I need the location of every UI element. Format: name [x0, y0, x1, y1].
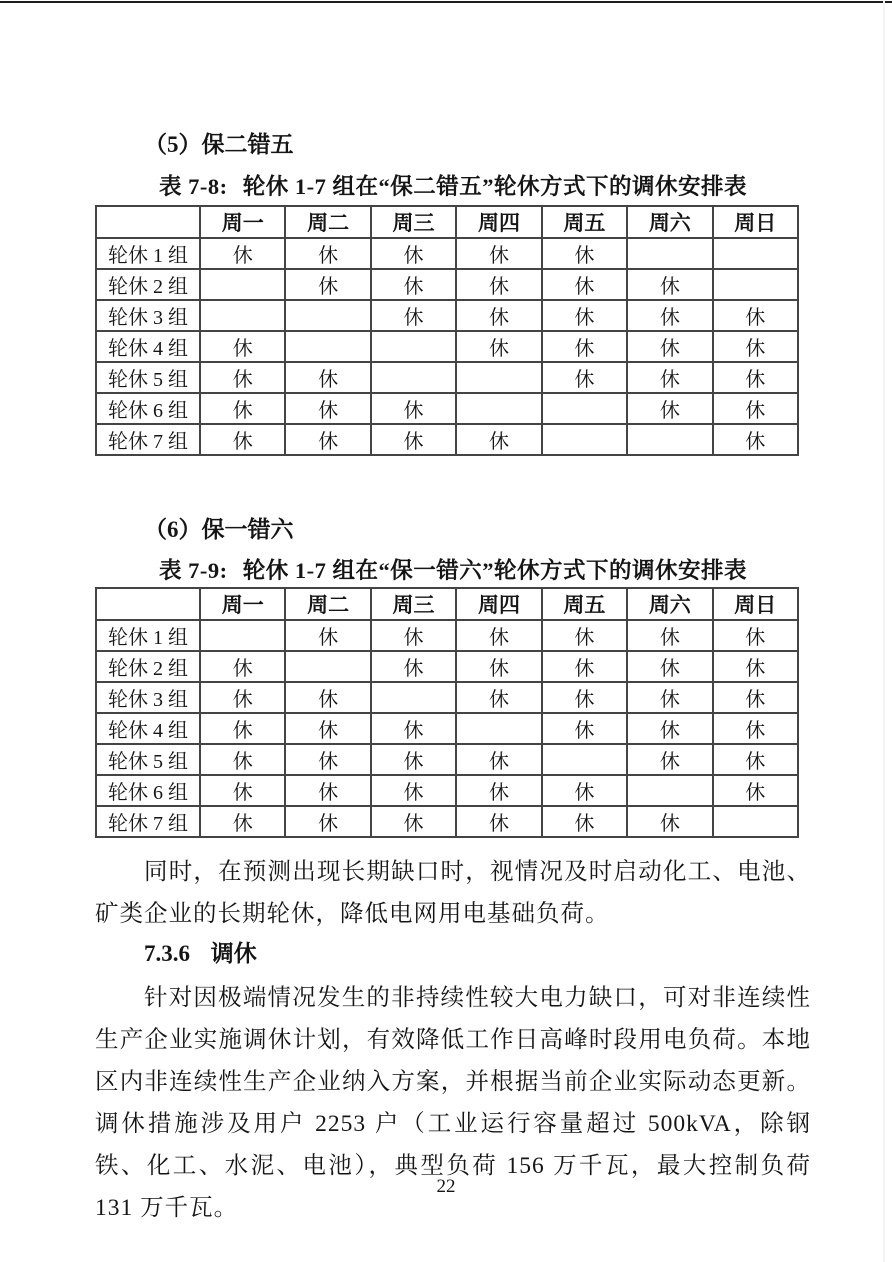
rest-day-cell: 休: [713, 362, 798, 393]
work-day-cell: [285, 300, 370, 331]
rest-day-cell: 休: [713, 300, 798, 331]
rest-day-cell: 休: [285, 424, 370, 455]
rest-day-cell: 休: [542, 806, 627, 837]
rest-day-cell: 休: [713, 775, 798, 806]
paragraph-tiaoxiu-plan: 针对因极端情况发生的非持续性较大电力缺口，可对非连续性生产企业实施调休计划，有效降低工作日高峰时段用电负荷。本地区内非连续性生产企业纳入方案，并根据当前企业实际动态更新。调休措施涉及用户 2253 户（工业运行容量超过 500kVA，除钢铁、化工、水泥、电池），典型负荷 156 万千瓦，最大控制负荷 131 万千瓦。: [95, 985, 811, 1221]
rest-day-cell: 休: [713, 424, 798, 455]
rest-day-cell: 休: [371, 744, 456, 775]
rest-day-cell: 休: [542, 269, 627, 300]
work-day-cell: [200, 300, 285, 331]
rest-day-cell: 休: [371, 393, 456, 424]
page-number: 22: [436, 1176, 456, 1197]
table-7-9-caption-text: 轮休 1-7 组在“保一错六”轮休方式下的调休安排表: [242, 558, 747, 583]
rest-day-cell: 休: [200, 775, 285, 806]
rest-day-cell: 休: [200, 713, 285, 744]
corner-cell: [96, 206, 200, 238]
table-row: [96, 238, 798, 269]
day-header: 周六: [627, 588, 712, 620]
work-day-cell: [456, 393, 541, 424]
subsection-heading-736: [95, 941, 811, 967]
group-label: 轮休 5 组: [96, 744, 200, 775]
work-day-cell: [371, 331, 456, 362]
rest-day-cell: 休: [713, 651, 798, 682]
rest-day-cell: 休: [285, 713, 370, 744]
rest-day-cell: 休: [371, 620, 456, 651]
rest-day-cell: 休: [542, 775, 627, 806]
work-day-cell: [285, 331, 370, 362]
rest-day-cell: 休: [456, 300, 541, 331]
day-header: 周日: [713, 588, 798, 620]
work-day-cell: [713, 269, 798, 300]
day-header: 周二: [285, 588, 370, 620]
rest-day-cell: 休: [627, 362, 712, 393]
rest-day-cell: 休: [627, 713, 712, 744]
rest-day-cell: 休: [456, 775, 541, 806]
work-day-cell: [542, 744, 627, 775]
rest-day-cell: 休: [542, 238, 627, 269]
table-row: [96, 393, 798, 424]
rest-day-cell: 休: [371, 775, 456, 806]
table-7-8-caption-number: 表 7-8:: [159, 174, 228, 199]
rest-day-cell: 休: [456, 620, 541, 651]
table-row: [96, 300, 798, 331]
day-header: 周三: [371, 206, 456, 238]
table-row: [96, 362, 798, 393]
rest-day-cell: 休: [456, 682, 541, 713]
rest-day-cell: 休: [285, 238, 370, 269]
rest-day-cell: 休: [200, 424, 285, 455]
rest-day-cell: 休: [627, 300, 712, 331]
rest-day-cell: 休: [627, 744, 712, 775]
rest-day-cell: 休: [371, 300, 456, 331]
work-day-cell: [456, 362, 541, 393]
day-header: 周五: [542, 588, 627, 620]
rest-day-cell: 休: [285, 775, 370, 806]
rest-day-cell: 休: [627, 269, 712, 300]
rest-day-cell: 休: [285, 269, 370, 300]
table-row: [96, 331, 798, 362]
rest-day-cell: 休: [456, 744, 541, 775]
table-row: [96, 806, 798, 837]
work-day-cell: [542, 424, 627, 455]
table-row: [96, 682, 798, 713]
rest-day-cell: 休: [371, 806, 456, 837]
table-row: [96, 424, 798, 455]
day-header: 周六: [627, 206, 712, 238]
page-edge-shading: [883, 0, 885, 1262]
group-label: 轮休 6 组: [96, 393, 200, 424]
group-label: 轮休 2 组: [96, 651, 200, 682]
table-row: [96, 269, 798, 300]
work-day-cell: [627, 238, 712, 269]
rest-day-cell: 休: [456, 331, 541, 362]
rest-day-cell: 休: [713, 331, 798, 362]
section-heading-6: （6）保一错六: [144, 517, 294, 542]
rest-day-cell: 休: [542, 651, 627, 682]
table-7-9-caption-number: 表 7-9:: [159, 558, 228, 583]
work-day-cell: [371, 362, 456, 393]
group-label: 轮休 7 组: [96, 424, 200, 455]
group-label: 轮休 1 组: [96, 620, 200, 651]
paragraph-long-term-rotation: 同时，在预测出现长期缺口时，视情况及时启动化工、电池、矿类企业的长期轮休，降低电网用电基础负荷。: [95, 859, 811, 927]
day-header: 周一: [200, 206, 285, 238]
rest-day-cell: 休: [542, 682, 627, 713]
table-row: [96, 775, 798, 806]
table-7-8-caption-text: 轮休 1-7 组在“保二错五”轮休方式下的调休安排表: [242, 174, 747, 199]
day-header: 周一: [200, 588, 285, 620]
rest-day-cell: 休: [542, 331, 627, 362]
subsection-number: 7.3.6: [144, 941, 190, 966]
rest-day-cell: 休: [285, 806, 370, 837]
rest-day-cell: 休: [542, 300, 627, 331]
rest-day-cell: 休: [713, 682, 798, 713]
group-label: 轮休 1 组: [96, 238, 200, 269]
rest-day-cell: 休: [200, 806, 285, 837]
rest-day-cell: 休: [713, 713, 798, 744]
work-day-cell: [713, 238, 798, 269]
rest-day-cell: 休: [285, 393, 370, 424]
table-row: [96, 620, 798, 651]
rest-day-cell: 休: [200, 362, 285, 393]
rest-day-cell: 休: [713, 744, 798, 775]
day-header: 周三: [371, 588, 456, 620]
rest-day-cell: 休: [627, 331, 712, 362]
corner-cell: [96, 588, 200, 620]
group-label: 轮休 3 组: [96, 682, 200, 713]
page-content: [95, 0, 811, 1229]
rest-day-cell: 休: [371, 651, 456, 682]
work-day-cell: [627, 424, 712, 455]
rest-day-cell: 休: [200, 682, 285, 713]
rest-day-cell: 休: [200, 238, 285, 269]
section-heading-5: （5）保二错五: [144, 132, 294, 157]
rest-day-cell: 休: [285, 620, 370, 651]
table-7-9-caption: [95, 557, 811, 585]
group-label: 轮休 7 组: [96, 806, 200, 837]
table-7-8: [95, 205, 799, 456]
rest-day-cell: 休: [627, 393, 712, 424]
rest-day-cell: 休: [713, 393, 798, 424]
group-label: 轮休 6 组: [96, 775, 200, 806]
group-label: 轮休 2 组: [96, 269, 200, 300]
day-header: 周二: [285, 206, 370, 238]
group-label: 轮休 4 组: [96, 331, 200, 362]
rest-day-cell: 休: [200, 393, 285, 424]
rest-day-cell: 休: [456, 238, 541, 269]
rest-day-cell: 休: [456, 269, 541, 300]
day-header: 周五: [542, 206, 627, 238]
group-label: 轮休 3 组: [96, 300, 200, 331]
rest-day-cell: 休: [456, 424, 541, 455]
rest-day-cell: 休: [627, 651, 712, 682]
work-day-cell: [285, 651, 370, 682]
work-day-cell: [542, 393, 627, 424]
group-label: 轮休 4 组: [96, 713, 200, 744]
table-row: [96, 651, 798, 682]
table-row: [96, 713, 798, 744]
rest-day-cell: 休: [627, 620, 712, 651]
day-header: 周日: [713, 206, 798, 238]
rest-day-cell: 休: [627, 806, 712, 837]
group-label: 轮休 5 组: [96, 362, 200, 393]
rest-day-cell: 休: [285, 682, 370, 713]
rest-day-cell: 休: [371, 424, 456, 455]
rest-day-cell: 休: [542, 620, 627, 651]
work-day-cell: [200, 620, 285, 651]
rest-day-cell: 休: [456, 651, 541, 682]
day-header: 周四: [456, 206, 541, 238]
table-7-8-caption: [95, 173, 811, 201]
rest-day-cell: 休: [542, 713, 627, 744]
subsection-title: 调休: [210, 941, 257, 966]
work-day-cell: [456, 713, 541, 744]
rest-day-cell: 休: [371, 713, 456, 744]
rest-day-cell: 休: [285, 744, 370, 775]
rest-day-cell: 休: [371, 238, 456, 269]
rest-day-cell: 休: [285, 362, 370, 393]
rest-day-cell: 休: [371, 269, 456, 300]
rest-day-cell: 休: [627, 682, 712, 713]
work-day-cell: [200, 269, 285, 300]
work-day-cell: [713, 806, 798, 837]
rest-day-cell: 休: [200, 331, 285, 362]
rest-day-cell: 休: [542, 362, 627, 393]
rest-day-cell: 休: [456, 806, 541, 837]
rest-day-cell: 休: [200, 744, 285, 775]
day-header: 周四: [456, 588, 541, 620]
rest-day-cell: 休: [200, 651, 285, 682]
table-row: [96, 744, 798, 775]
table-7-9: [95, 587, 799, 838]
rest-day-cell: 休: [713, 620, 798, 651]
work-day-cell: [627, 775, 712, 806]
work-day-cell: [371, 682, 456, 713]
